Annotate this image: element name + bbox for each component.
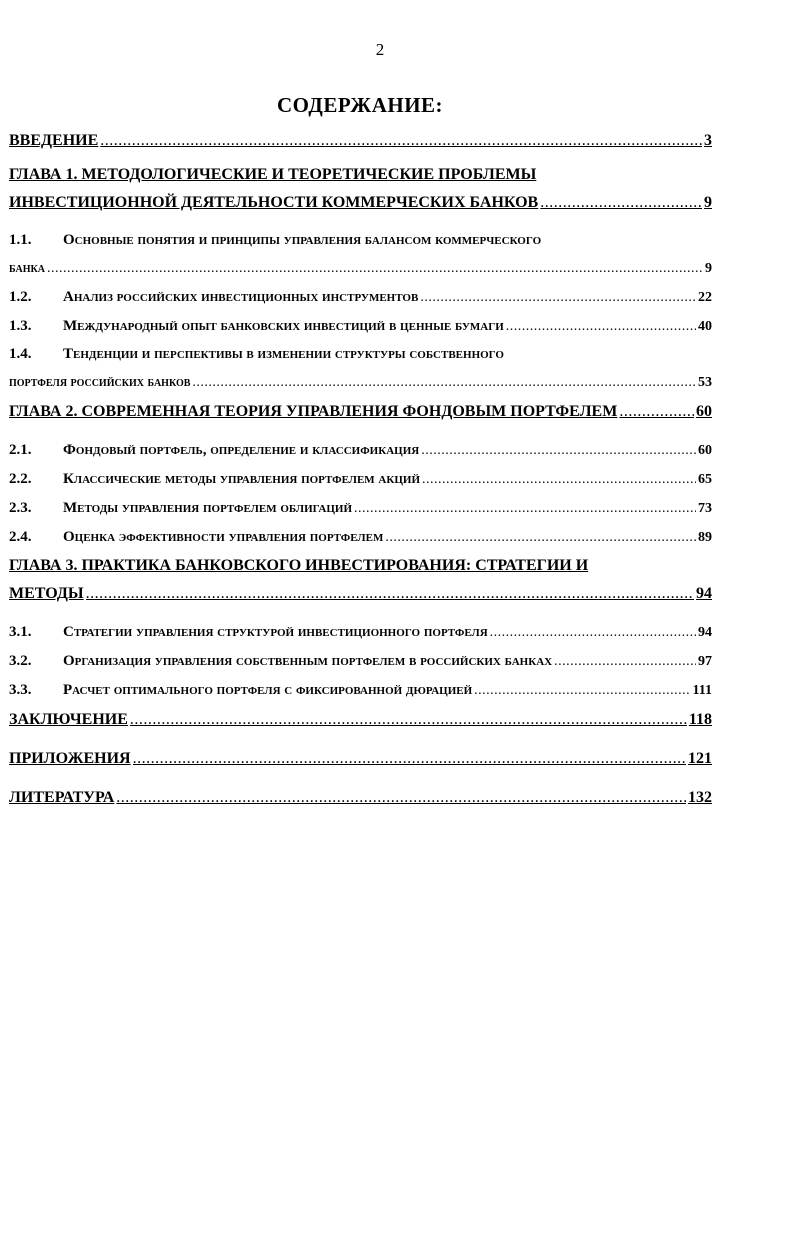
toc-entry-title: Анализ российских инвестиционных инструментов <box>63 289 419 305</box>
section-number: 2.1. <box>9 442 32 458</box>
toc-entry-title: Оценка эффективности управления портфелем <box>63 529 384 545</box>
dot-leader <box>192 368 696 397</box>
dot-leader <box>354 494 696 523</box>
dot-leader <box>130 705 687 734</box>
toc-chapter-3-line-2[interactable] <box>9 579 712 608</box>
dot-leader <box>133 744 686 773</box>
toc-entry-page: 94 <box>698 625 712 640</box>
dot-leader <box>385 523 696 552</box>
toc-section-1-3[interactable] <box>9 312 712 341</box>
table-of-contents <box>9 126 712 812</box>
toc-entry-title: Методы управления портфелем облигаций <box>63 500 353 516</box>
dot-leader <box>420 283 696 312</box>
section-number: 1.3. <box>9 318 32 334</box>
section-number: 2.4. <box>9 529 32 545</box>
toc-entry-title: ГЛАВА 3. ПРАКТИКА БАНКОВСКОГО ИНВЕСТИРОВАНИЯ: СТРАТЕГИИ И <box>9 557 589 574</box>
toc-entry-title: ЗАКЛЮЧЕНИЕ <box>9 711 128 728</box>
toc-entry-title: Тенденции и перспективы в изменении структуры собственного <box>63 346 504 362</box>
toc-chapter-1-line-2[interactable] <box>9 188 712 217</box>
toc-entry-page: 89 <box>698 530 712 545</box>
toc-entry-title: ПРИЛОЖЕНИЯ <box>9 750 131 767</box>
toc-entry-appendix[interactable] <box>9 744 712 773</box>
dot-leader <box>506 312 696 341</box>
dot-leader <box>421 436 696 465</box>
section-number: 2.3. <box>9 500 32 516</box>
toc-entry-title: банка <box>9 261 45 276</box>
toc-entry-title: ВВЕДЕНИЕ <box>9 132 99 149</box>
dot-leader <box>554 647 696 676</box>
toc-section-2-1[interactable] <box>9 436 712 465</box>
dot-leader <box>422 465 696 494</box>
page-title: СОДЕРЖАНИЕ: <box>276 93 444 117</box>
toc-entry-title: МЕТОДЫ <box>9 585 84 602</box>
toc-entry-title: ИНВЕСТИЦИОННОЙ ДЕЯТЕЛЬНОСТИ КОММЕРЧЕСКИХ БАНКОВ <box>9 194 539 211</box>
toc-entry-page: 60 <box>696 403 712 420</box>
toc-entry-page: 9 <box>705 261 712 276</box>
toc-entry-title: Стратегии управления структурой инвестиционного портфеля <box>63 624 488 640</box>
toc-chapter-2[interactable] <box>9 397 712 426</box>
toc-entry-title: ГЛАВА 1. МЕТОДОЛОГИЧЕСКИЕ И ТЕОРЕТИЧЕСКИЕ ПРОБЛЕМЫ <box>9 166 537 183</box>
toc-entry-title: Расчет оптимального портфеля с фиксированной дюрацией <box>63 682 473 698</box>
dot-leader <box>86 579 694 608</box>
dot-leader <box>474 676 690 705</box>
section-number: 2.2. <box>9 471 32 487</box>
toc-entry-page: 60 <box>698 443 712 458</box>
toc-entry-page: 40 <box>698 319 712 334</box>
toc-entry-title: Основные понятия и принципы управления балансом коммерческого <box>63 232 542 248</box>
toc-entry-title: ГЛАВА 2. СОВРЕМЕННАЯ ТЕОРИЯ УПРАВЛЕНИЯ ФОНДОВЫМ ПОРТФЕЛЕМ <box>9 403 618 420</box>
toc-entry-conclusion[interactable] <box>9 705 712 734</box>
toc-entry-title: Фондовый портфель, определение и классификация <box>63 442 420 458</box>
section-number: 3.1. <box>9 624 32 640</box>
toc-entry-page: 118 <box>688 711 712 728</box>
dot-leader <box>47 254 703 283</box>
section-number: 1.4. <box>9 346 32 362</box>
toc-entry-title: ЛИТЕРАТУРА <box>9 789 115 806</box>
dot-leader <box>100 126 702 155</box>
toc-section-3-1[interactable] <box>9 618 712 647</box>
toc-chapter-1-line-1[interactable] <box>9 161 712 188</box>
toc-entry-title: Классические методы управления портфелем акций <box>63 471 421 487</box>
toc-entry-page: 97 <box>698 654 712 669</box>
toc-chapter-3-line-1[interactable] <box>9 552 712 579</box>
page-number: 2 <box>375 40 385 59</box>
toc-entry-page: 65 <box>698 472 712 487</box>
toc-section-3-2[interactable] <box>9 647 712 676</box>
toc-entry-page: 121 <box>688 750 712 767</box>
dot-leader <box>540 188 702 217</box>
toc-section-1-1-line-1[interactable] <box>9 227 712 254</box>
toc-section-1-4-line-2[interactable] <box>9 368 712 397</box>
dot-leader <box>116 783 686 812</box>
toc-entry-title: портфеля российских банков <box>9 375 191 390</box>
toc-entry-literature[interactable] <box>9 783 712 812</box>
toc-section-1-1-line-2[interactable] <box>9 254 712 283</box>
toc-entry-title: Международный опыт банковских инвестиций в ценные бумаги <box>63 318 504 334</box>
toc-entry-page: 53 <box>698 375 712 390</box>
toc-entry-page: 73 <box>698 501 712 516</box>
toc-entry-page: 9 <box>704 194 712 211</box>
toc-section-2-4[interactable] <box>9 523 712 552</box>
section-number: 1.1. <box>9 232 32 248</box>
toc-section-2-3[interactable] <box>9 494 712 523</box>
toc-section-3-3[interactable] <box>9 676 712 705</box>
toc-section-1-4-line-1[interactable] <box>9 341 712 368</box>
toc-section-2-2[interactable] <box>9 465 712 494</box>
section-number: 3.3. <box>9 682 32 698</box>
dot-leader <box>490 618 696 647</box>
section-number: 1.2. <box>9 289 32 305</box>
toc-section-1-2[interactable] <box>9 283 712 312</box>
section-number: 3.2. <box>9 653 32 669</box>
toc-entry-title: Организация управления собственным портфелем в российских банках <box>63 653 553 669</box>
dot-leader <box>619 397 694 426</box>
toc-entry-intro[interactable] <box>9 126 712 155</box>
toc-entry-page: 111 <box>692 683 712 698</box>
toc-entry-page: 132 <box>688 789 712 806</box>
toc-entry-page: 94 <box>696 585 712 602</box>
toc-entry-page: 3 <box>704 132 712 149</box>
toc-entry-page: 22 <box>698 290 712 305</box>
